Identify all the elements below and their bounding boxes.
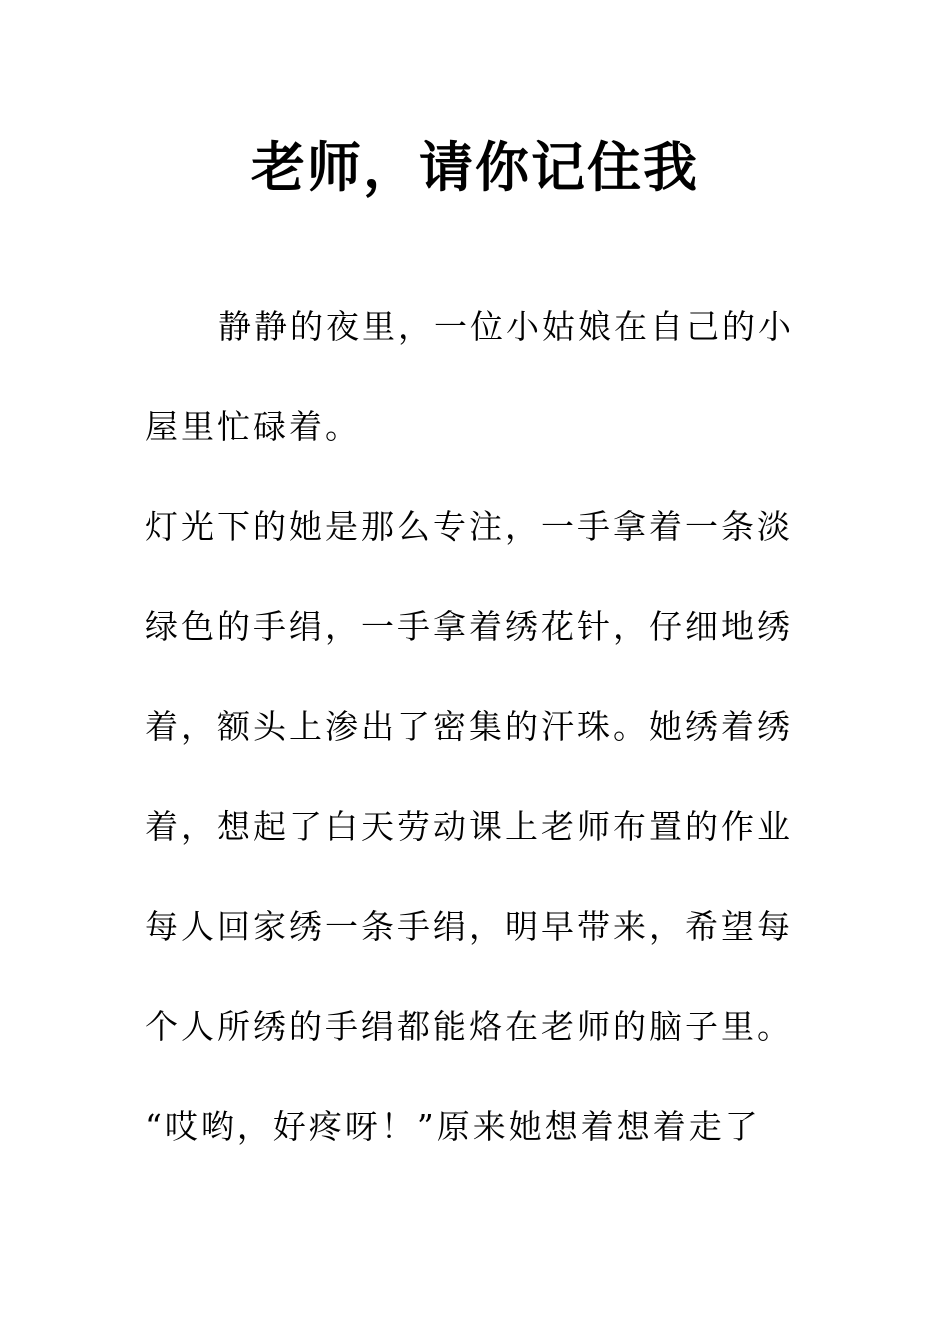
paragraph-line: 屋里忙碌着。 — [145, 407, 361, 446]
page-title: 老师，请你记住我 — [251, 136, 699, 199]
paragraph-line: 静静的夜里，一位小姑娘在自己的小 — [218, 307, 794, 346]
paragraph-line: “哎哟，好疼呀！”原来她想着想着走了 — [145, 1107, 761, 1146]
paragraph-line: 绿色的手绢，一手拿着绣花针，仔细地绣 — [145, 607, 793, 646]
paragraph-line: 个人所绣的手绢都能烙在老师的脑子里。 — [145, 1007, 793, 1046]
paragraph-line: 每人回家绣一条手绢，明早带来，希望每 — [145, 907, 793, 946]
paragraph-line: 灯光下的她是那么专注，一手拿着一条淡 — [145, 507, 793, 546]
paragraph-line: 着，额头上渗出了密集的汗珠。她绣着绣 — [145, 707, 793, 746]
paragraph-line: 着，想起了白天劳动课上老师布置的作业 — [145, 807, 793, 846]
